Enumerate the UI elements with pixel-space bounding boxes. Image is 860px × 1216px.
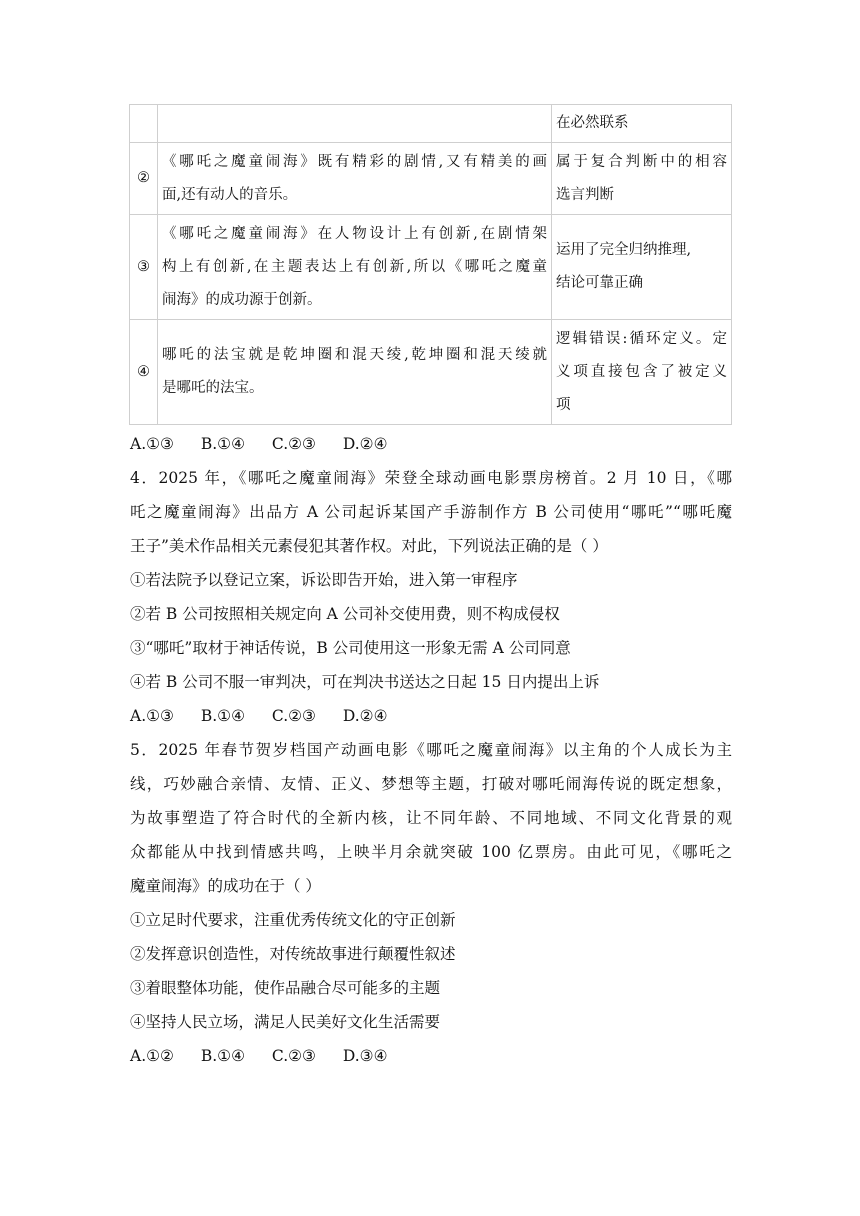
table-row [130,143,732,215]
statement-2: ②发挥意识创造性，对传统故事进行颠覆性叙述 [130,945,456,963]
option-c[interactable]: C.②③ [271,435,316,453]
question-3-options [130,427,732,461]
row-number: ② [130,143,158,215]
option-a[interactable]: A.①③ [130,707,174,725]
content-line: 闹海》的成功源于创新。 [162,291,322,308]
content-line: 《哪吒之魔童闹海》既有精彩的剧情,又有精美的画 [162,153,547,170]
question-5 [130,733,732,1073]
question-5-stem: 魔童闹海》的成功在于（ ） [130,877,321,895]
option-c[interactable]: C.②③ [271,707,316,725]
content-line: 《哪吒之魔童闹海》在人物设计上有创新,在剧情架 [162,225,547,242]
option-d[interactable]: D.②④ [342,707,388,725]
question-5-stem: 5．2025 年春节贺岁档国产动画电影《哪吒之魔童闹海》以主角的个人成长为主 [130,741,732,759]
option-a[interactable]: A.①③ [130,435,174,453]
content-line: 是哪吒的法宝。 [162,380,264,396]
option-c[interactable]: C.②③ [271,1047,316,1065]
row-content [158,143,552,215]
option-b[interactable]: B.①④ [200,435,245,453]
judgement-line: 项 [556,396,571,413]
question-4-stem: 4．2025 年，《哪吒之魔童闹海》荣登全球动画电影票房榜首。2 月 10 日，《哪 [130,469,732,487]
row-number [130,105,158,143]
row-content [158,320,552,425]
content-line: 哪吒的法宝就是乾坤圈和混天绫,乾坤圈和混天绫就 [162,347,547,363]
statement-4: ④若 B 公司不服一审判决，可在判决书送达之日起 15 日内提出上诉 [130,673,600,691]
judgement-line: 逻辑错误:循环定义。定 [556,330,727,347]
option-d[interactable]: D.②④ [342,435,388,453]
statement-2: ②若 B 公司按照相关规定向 A 公司补交使用费，则不构成侵权 [130,605,560,623]
statement-3: ③“哪吒”取材于神话传说，B 公司使用这一形象无需 A 公司同意 [130,639,571,657]
content-line: 面,还有动人的音乐。 [162,186,298,203]
option-b[interactable]: B.①④ [200,1047,245,1065]
analysis-table [129,104,732,425]
question-4-options [130,699,732,733]
table-row [130,105,732,143]
statement-1: ①若法院予以登记立案，诉讼即告开始，进入第一审程序 [130,571,518,589]
question-5-stem: 为故事塑造了符合时代的全新内核，让不同年龄、不同地域、不同文化背景的观 [130,809,732,827]
question-5-stem: 众都能从中找到情感共鸣，上映半月余就突破 100 亿票房。由此可见，《哪吒之 [130,843,732,861]
question-4-stem: 吒之魔童闹海》出品方 A 公司起诉某国产手游制作方 B 公司使用“哪吒”“哪吒魔 [130,503,732,521]
row-number: ④ [130,320,158,425]
question-5-stem: 线，巧妙融合亲情、友情、正义、梦想等主题，打破对哪吒闹海传说的既定想象， [130,775,732,793]
row-judgement [552,320,732,425]
question-5-options [130,1039,732,1073]
row-number: ③ [130,215,158,320]
row-content [158,105,552,143]
content-line: 构上有创新,在主题表达上有创新,所以《哪吒之魔童 [162,258,547,275]
row-judgement [552,105,732,143]
question-4-stem: 王子”美术作品相关元素侵犯其著作权。对此，下列说法正确的是（ ） [130,537,608,555]
statement-1: ①立足时代要求，注重优秀传统文化的守正创新 [130,911,456,929]
judgement-line: 结论可靠正确 [556,275,643,291]
option-b[interactable]: B.①④ [200,707,245,725]
question-4 [130,461,732,733]
option-d[interactable]: D.③④ [342,1047,388,1065]
option-a[interactable]: A.①② [130,1047,174,1065]
judgement-line: 义项直接包含了被定义 [556,363,727,380]
row-judgement [552,215,732,320]
judgement-line: 属于复合判断中的相容 [556,153,727,170]
table-row [130,215,732,320]
table-row [130,320,732,425]
row-judgement [552,143,732,215]
row-content [158,215,552,320]
statement-4: ④坚持人民立场，满足人民美好文化生活需要 [130,1013,441,1031]
judgement-line: 运用了完全归纳推理, [556,242,692,258]
statement-3: ③着眼整体功能，使作品融合尽可能多的主题 [130,979,441,997]
judgement-line: 选言判断 [556,186,614,203]
judgement-line: 在必然联系 [556,115,629,131]
